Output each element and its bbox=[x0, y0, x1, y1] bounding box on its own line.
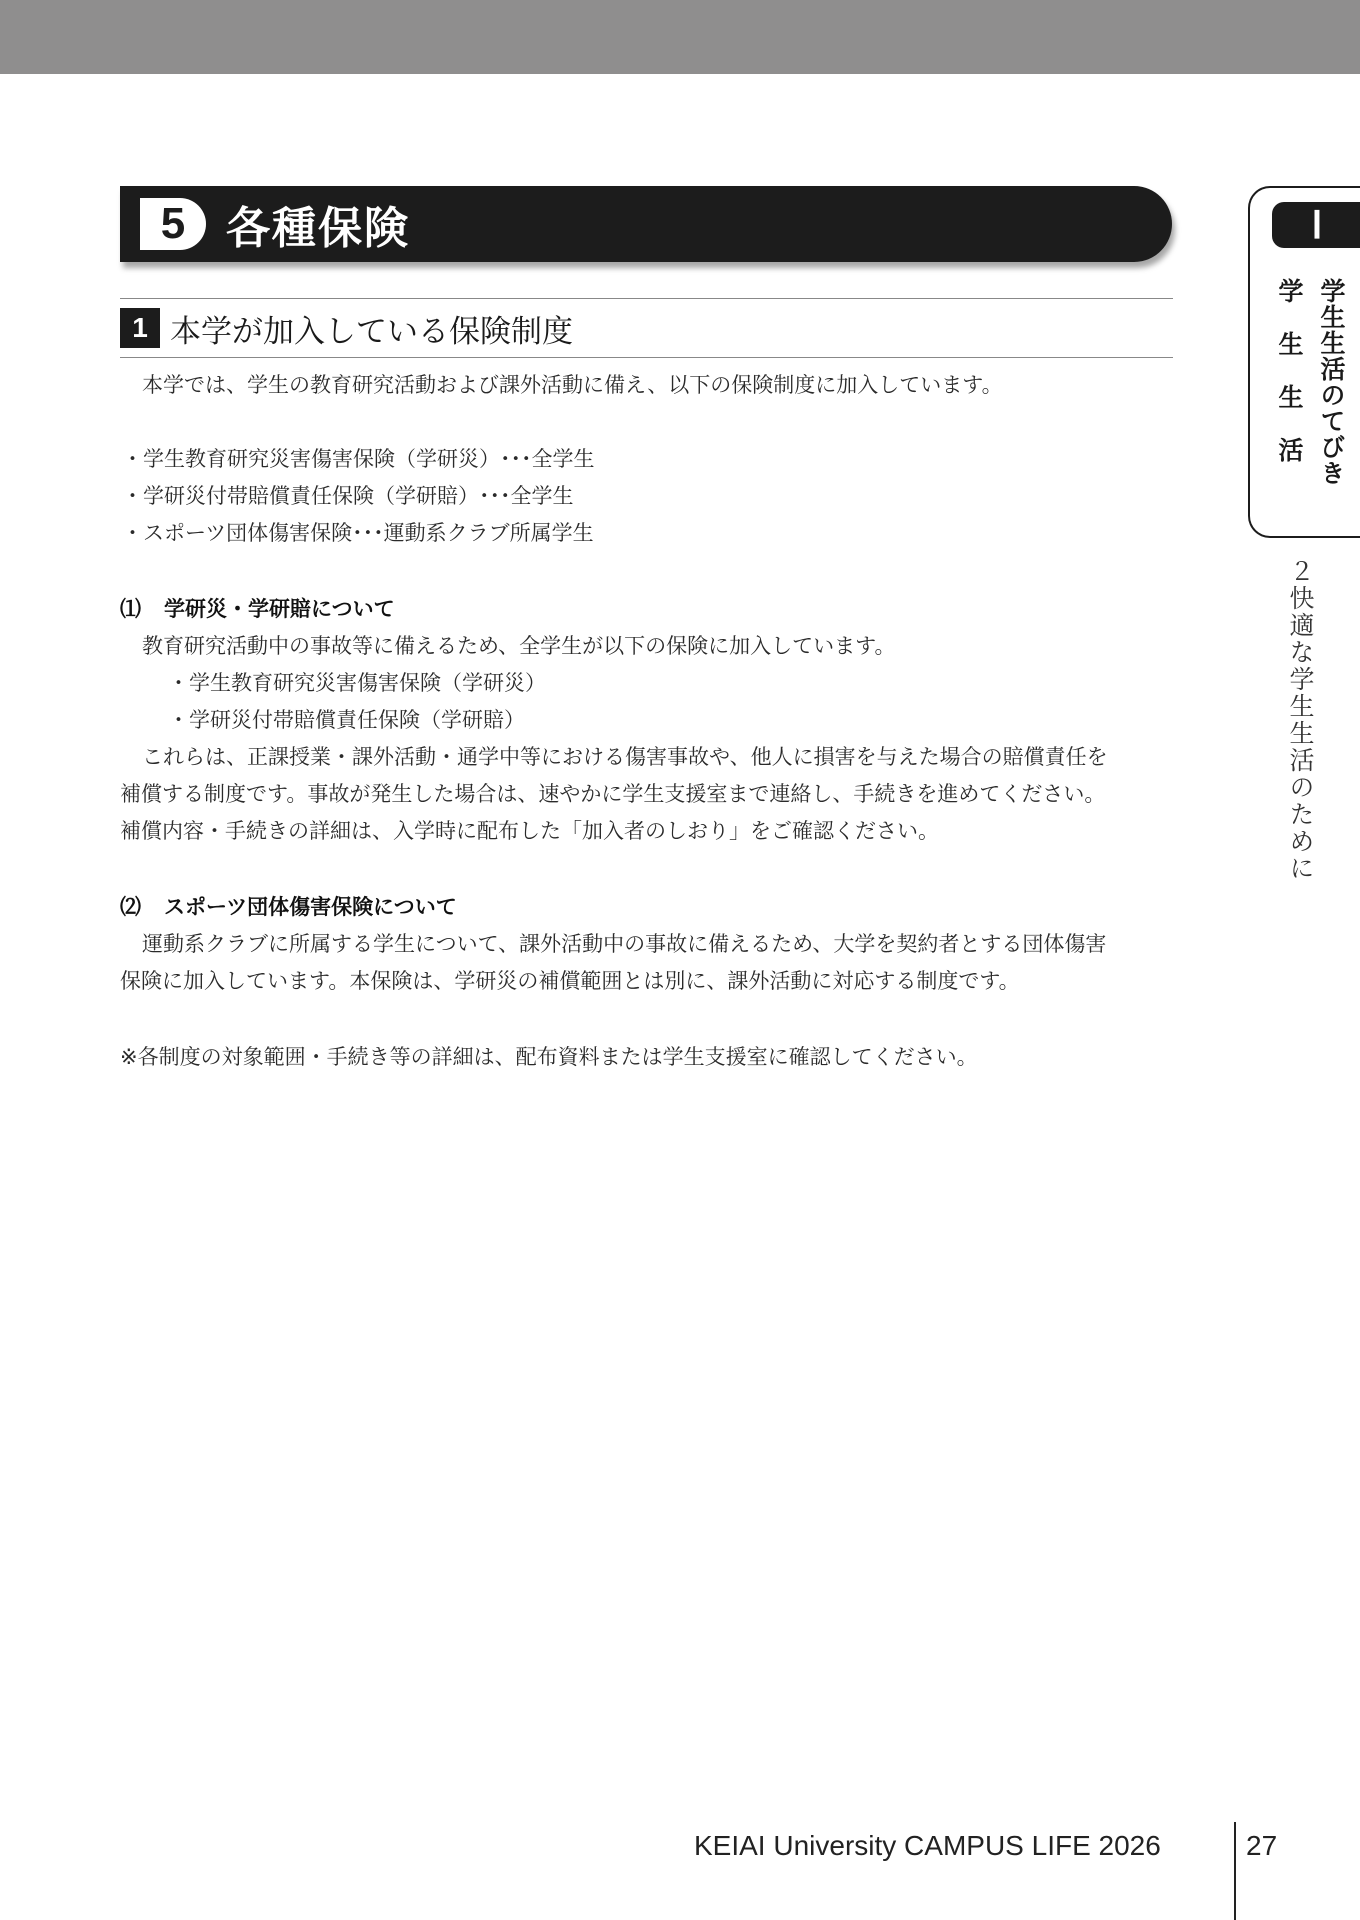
note: ※各制度の対象範囲・手続き等の詳細は、配布資料または学生支援室に確認してください。 bbox=[120, 1045, 978, 1069]
item2-line: 運動系クラブに所属する学生について、課外活動中の事故に備えるため、大学を契約者とする団体傷害 bbox=[142, 932, 1107, 956]
subsection-number: 1 bbox=[120, 308, 160, 348]
item1-line: これらは、正課授業・課外活動・通学中等における傷害事故や、他人に損害を与えた場合の賠償責任を bbox=[142, 745, 1108, 769]
intro-paragraph: 本学では、学生の教育研究活動および課外活動に備え、以下の保険制度に加入しています。 bbox=[142, 373, 1003, 397]
chapter-subtitle: 学生生活のてびき bbox=[1317, 278, 1346, 486]
section-header bbox=[120, 186, 1172, 262]
footer-title: KEIAI University CAMPUS LIFE 2026 bbox=[694, 1830, 1161, 1861]
subsection-header bbox=[120, 298, 1173, 358]
bullet-item: ・学生教育研究災害傷害保険（学研災）･･･全学生 bbox=[122, 447, 595, 471]
item1-line: ・学研災付帯賠償責任保険（学研賠） bbox=[168, 708, 525, 732]
item1-line: 補償する制度です。事故が発生した場合は、速やかに学生支援室まで連絡し、手続きを進めてください。 bbox=[120, 782, 1106, 806]
footer-divider bbox=[1234, 1822, 1236, 1920]
item1-heading: 学研災・学研賠について bbox=[164, 597, 395, 621]
item1-line: 補償内容・手続きの詳細は、入学時に配布した「加入者のしおり」をご確認ください。 bbox=[120, 819, 939, 843]
item2-line: 保険に加入しています。本保険は、学研災の補償範囲とは別に、課外活動に対応する制度です。 bbox=[120, 969, 1020, 993]
bullet-item: ・スポーツ団体傷害保険･･･運動系クラブ所属学生 bbox=[122, 521, 594, 545]
bullet-item: ・学研災付帯賠償責任保険（学研賠）･･･全学生 bbox=[122, 484, 574, 508]
section-index-label: ２快適な学生生活のために bbox=[1286, 558, 1315, 882]
section-title: 各種保険 bbox=[226, 203, 410, 254]
item1-line: ・学生教育研究災害傷害保険（学研災） bbox=[168, 671, 546, 695]
item2-heading: スポーツ団体傷害保険について bbox=[164, 895, 457, 919]
page-number: 27 bbox=[1246, 1830, 1278, 1861]
subsection-title: 本学が加入している保険制度 bbox=[170, 313, 573, 350]
chapter-roman-numeral: Ⅰ bbox=[1272, 202, 1360, 248]
item2-number: ⑵ bbox=[120, 895, 141, 919]
chapter-tab bbox=[1248, 186, 1360, 538]
item1-number: ⑴ bbox=[120, 597, 141, 621]
section-number: 5 bbox=[140, 198, 206, 250]
item1-line: 教育研究活動中の事故等に備えるため、全学生が以下の保険に加入しています。 bbox=[142, 634, 896, 658]
top-banner bbox=[0, 0, 1360, 74]
chapter-label: 学生生活 bbox=[1275, 278, 1304, 490]
